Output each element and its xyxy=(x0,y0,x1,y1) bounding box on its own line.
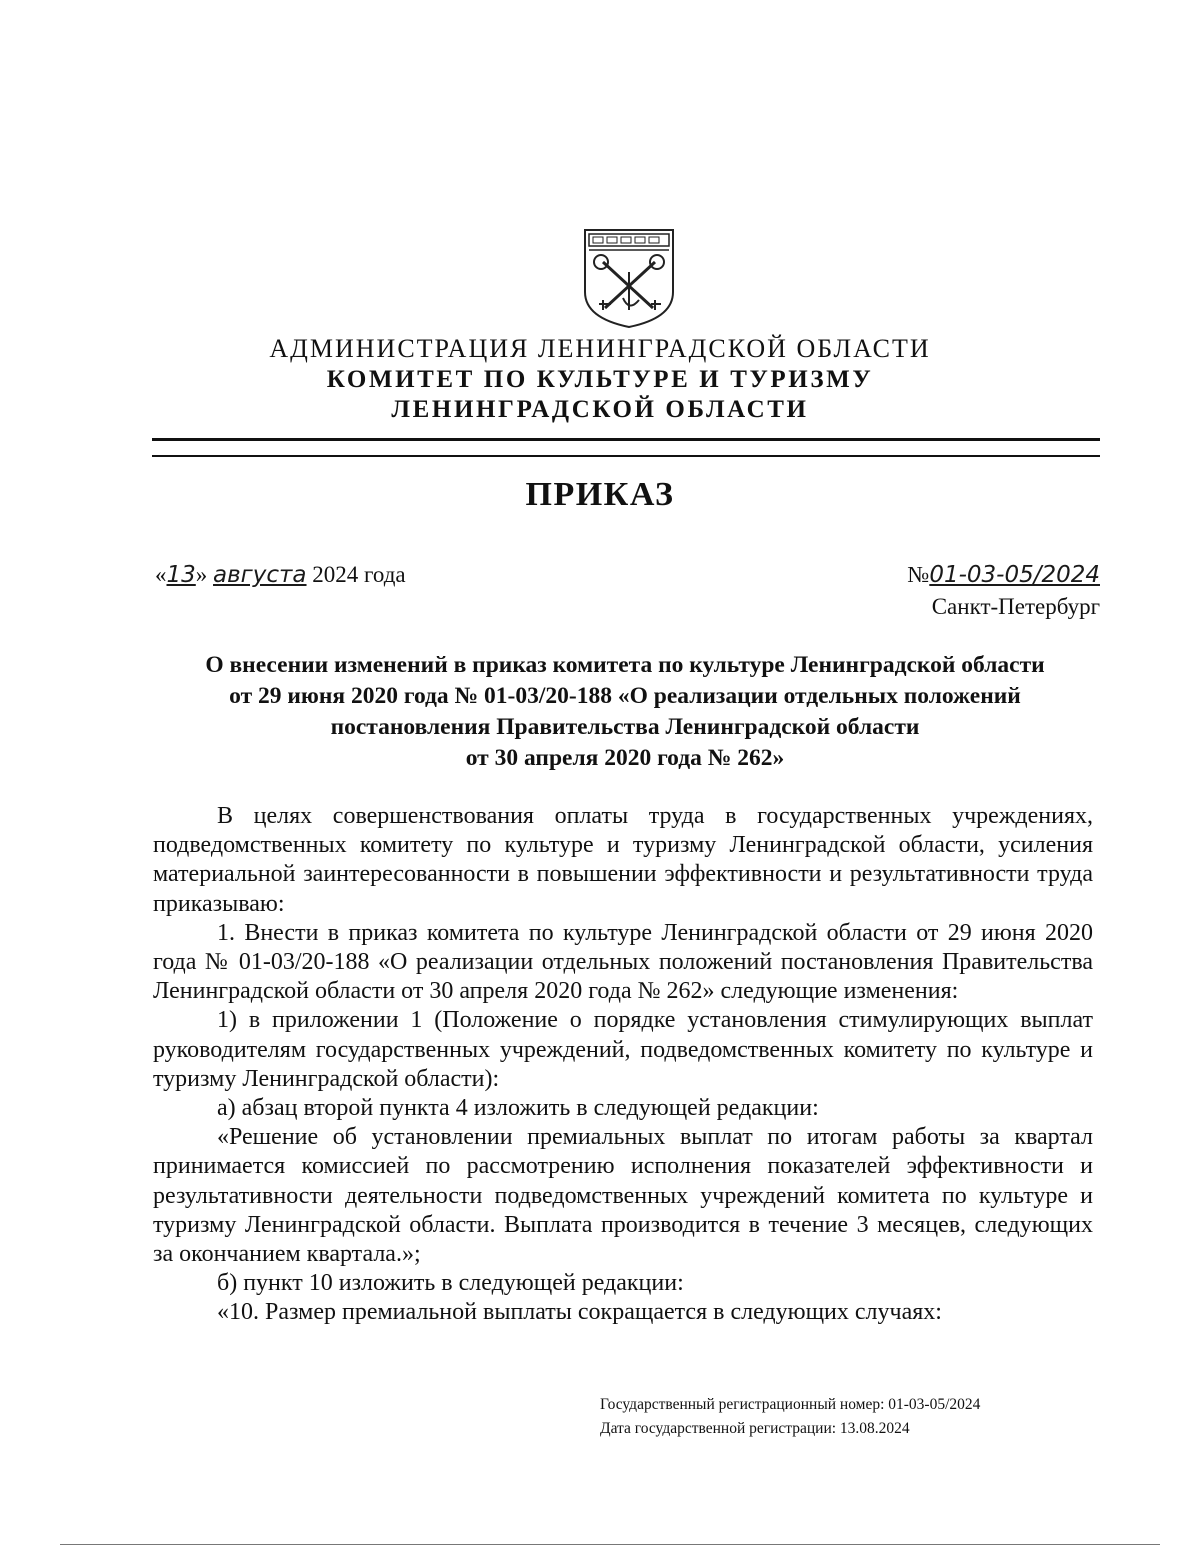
subject-line: от 29 июня 2020 года № 01-03/20-188 «О реализации отдельных положений xyxy=(229,683,1021,709)
document-city: Санкт-Петербург xyxy=(931,594,1100,619)
registration-date: Дата государственной регистрации: 13.08.2024 xyxy=(600,1420,910,1437)
date-open-quote: « xyxy=(155,562,167,587)
date-day-handwritten: 13 xyxy=(166,562,196,588)
registration-stamp xyxy=(600,1393,980,1441)
body-paragraph: 1. Внести в приказ комитета по культуре Ленинградской области от 29 июня 2020 года № 01-03/20-188 «О реализации отдельных положений постановления Правительства Ленинградской области от 30 апреля 2020 года № 262» следующие изменения: xyxy=(153,919,1093,1005)
subject-line: постановления Правительства Ленинградской области xyxy=(330,714,920,740)
subject-line: от 30 апреля 2020 года № 262» xyxy=(465,745,785,771)
body-paragraph: а) абзац второй пункта 4 изложить в следующей редакции: xyxy=(217,1095,819,1122)
document-number xyxy=(907,562,1100,588)
committee-heading-line1: КОМИТЕТ ПО КУЛЬТУРЕ И ТУРИЗМУ xyxy=(326,366,874,393)
number-prefix: № xyxy=(907,562,930,587)
document-type-title: ПРИКАЗ xyxy=(525,476,675,513)
date-year: 2024 года xyxy=(312,562,406,587)
body-paragraph: 1) в приложении 1 (Положение о порядке установления стимулирующих выплат руководителям государственных учреждений, подведомственных комитету по культуре и туризму Ленинградской области): xyxy=(153,1007,1093,1092)
coat-of-arms-icon xyxy=(581,226,677,330)
administration-heading: АДМИНИСТРАЦИЯ ЛЕНИНГРАДСКОЙ ОБЛАСТИ xyxy=(269,334,931,363)
committee-heading-line2: ЛЕНИНГРАДСКОЙ ОБЛАСТИ xyxy=(391,396,809,423)
header-divider-thick xyxy=(152,438,1100,441)
document-subject xyxy=(150,650,1100,774)
date-close-quote: » xyxy=(195,562,208,587)
registration-number: Государственный регистрационный номер: 01-03-05/2024 xyxy=(600,1396,981,1413)
body-paragraph: б) пункт 10 изложить в следующей редакции: xyxy=(217,1270,684,1297)
document-date xyxy=(155,562,406,588)
body-paragraph: «Решение об установлении премиальных выплат по итогам работы за квартал принимается комиссией по рассмотрению исполнения показателей эффективности и результативности деятельности подведомственных учреждений комитета по культуре и туризму Ленинградской области. Выплата производится в течение 3 месяцев, следующих за окончанием квартала.»; xyxy=(153,1124,1093,1268)
date-month-handwritten: августа xyxy=(213,562,307,588)
body-paragraph: В целях совершенствования оплаты труда в государственных учреждениях, подведомственных комитету по культуре и туризму Ленинградской области, усиления материальной заинтересованности в повышении эффективности и результативности труда приказываю: xyxy=(153,803,1093,917)
header-divider-thin xyxy=(152,455,1100,457)
body-paragraph: «10. Размер премиальной выплаты сокращается в следующих случаях: xyxy=(217,1299,942,1326)
number-value-handwritten: 01-03-05/2024 xyxy=(929,562,1100,588)
subject-line: О внесении изменений в приказ комитета по культуре Ленинградской области xyxy=(205,652,1045,678)
scan-edge-line xyxy=(60,1544,1160,1545)
document-body xyxy=(153,802,1093,1328)
